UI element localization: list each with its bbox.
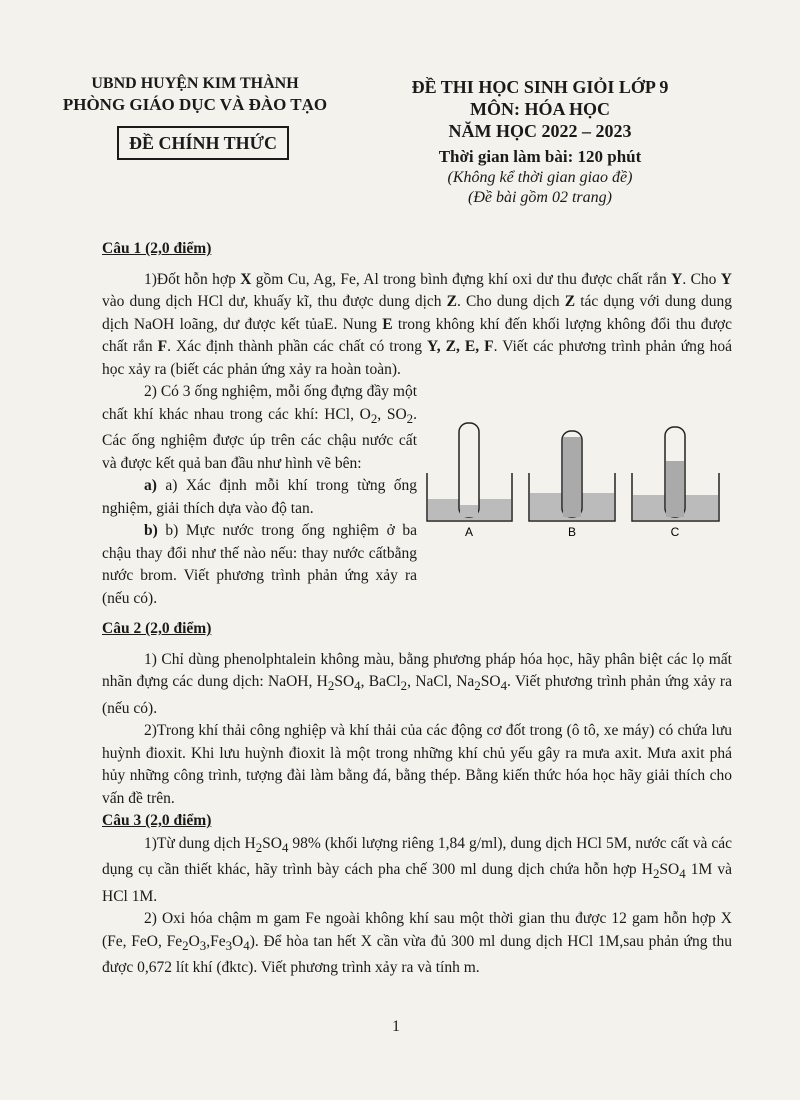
q1-part2a-text: a) Xác định mỗi khí trong từng ống nghiệm, giải thích dựa vào độ tan.: [102, 477, 417, 517]
beaker-b: [529, 431, 615, 539]
header-left: [60, 74, 330, 116]
label-b: B: [567, 525, 577, 539]
q1-part2-block: [102, 381, 732, 610]
department-name: PHÒNG GIÁO DỤC VÀ ĐÀO TẠO: [62, 95, 328, 114]
test-tube-diagram: [417, 381, 732, 541]
school-year: NĂM HỌC 2022 – 2023: [448, 121, 632, 141]
beaker-a: [427, 423, 512, 539]
q2-part2: 2)Trong khí thải công nghiệp và khí thải của các động cơ đốt trong (ô tô, xe máy) có chứa lưu huỳnh đioxit. Khi lưu huỳnh đioxit là một trong những khí chủ yếu gây ra mưa axit. Mưa axit phá hủy những công trình, tượng đài làm bằng đá, bằng thép. Bằng kiến thức hóa học hãy giải thích cho vấn đề trên.: [102, 722, 732, 807]
page-number: 1: [392, 1018, 400, 1035]
q3-part2: 2) Oxi hóa chậm m gam Fe ngoài không khí sau một thời gian thu được 12 gam hỗn hợp X (Fe, FeO, $Fe_2O_3,Fe_3O_4$). Để hòa tan hết X cần vừa đủ 300 ml dung dịch HCl 1M,sau phản ứng thu được 0,672 lít khí (đktc). Viết phương trình xảy ra và tính m.: [102, 910, 733, 977]
q1-part1: 1)Đốt hỗn hợp X gồm Cu, Ag, Fe, Al trong bình đựng khí oxi dư thu được chất rắn Y. Cho Y vào dung dịch HCl dư, khuấy kĩ, thu được dung dịch Z. Cho dung dịch Z tác dụng với dung dung dịch NaOH loãng, dư được kết tủaE. Nung E trong không khí đến khối lượng không đổi thu được chất rắn F. Xác định thành phần các chất có trong Y, Z, E, F. Viết các phương trình phản ứng hoá học xảy ra (biết các phản ứng xảy ra hoàn toàn).: [102, 270, 732, 378]
q1-part2b: b) b) Mực nước trong ống nghiệm ở ba chậu thay đổi như thế nào nếu: thay nước cấtbằng nước brom. Viết phương trình phản ứng xảy ra (nếu có).: [102, 522, 417, 607]
question-2-heading: Câu 2 (2,0 điểm): [102, 620, 212, 638]
q2-part1: 1) Chỉ dùng phenolphtalein không màu, bằng phương pháp hóa học, hãy phân biệt các lọ mất nhãn đựng các dung dịch: NaOH, $H_2SO_4$, BaCl$_2$, NaCl, $Na_2SO_4$. Viết phương trình phản ứng xảy ra (nếu có).: [102, 650, 732, 717]
label-a: A: [464, 525, 474, 539]
q1-part2a: a) a) Xác định mỗi khí trong từng ống nghiệm, giải thích dựa vào độ tan.: [102, 477, 417, 517]
official-badge: ĐỀ CHÍNH THỨC: [117, 126, 289, 160]
question-3-heading: Câu 3 (2,0 điểm): [102, 812, 212, 830]
exam-title: ĐỀ THI HỌC SINH GIỎI LỚP 9: [411, 77, 669, 97]
header-right: [400, 76, 680, 208]
exam-content: [102, 238, 732, 980]
q1-part2: 2) Có 3 ống nghiệm, mỗi ống đựng đầy một chất khí khác nhau trong các khí: HCl, $O_2$, $SO_2$. Các ống nghiệm được úp trên các chậu nước cất và được kết quả ban đầu như hình vẽ bên:: [102, 383, 417, 472]
subject: MÔN: HÓA HỌC: [470, 99, 610, 119]
test-tube-figure: [417, 381, 732, 610]
question-1-heading: Câu 1 (2,0 điểm): [102, 240, 212, 257]
time-limit: Thời gian làm bài: 120 phút: [438, 147, 642, 166]
label-c: C: [670, 525, 680, 539]
org-name: UBND HUYỆN KIM THÀNH: [91, 75, 299, 92]
time-note: (Không kể thời gian giao đề): [447, 169, 633, 186]
q1-part2b-text: b) Mực nước trong ống nghiệm ở ba chậu thay đổi như thế nào nếu: thay nước cấtbằng nước brom. Viết phương trình phản ứng xảy ra (nếu có).: [102, 522, 417, 607]
page-count-note: (Đề bài gồm 02 trang): [468, 189, 612, 206]
q3-part1: 1)Từ dung dịch $H_2SO_4$ 98% (khối lượng riêng 1,84 g/ml), dung dịch HCl 5M, nước cất và các dụng cụ cần thiết khác, hãy trình bày cách pha chế 300 ml dung dịch chứa hỗn hợp $H_2SO_4$ 1M và HCl 1M.: [102, 834, 732, 905]
beaker-c: [632, 427, 719, 539]
